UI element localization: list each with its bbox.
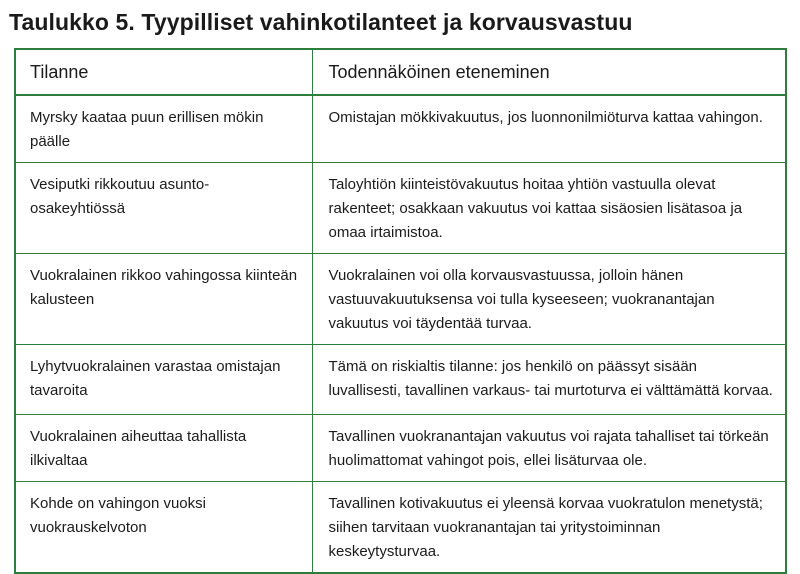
table-row: [15, 345, 786, 415]
table-header-row: [15, 49, 786, 95]
header-outcome: Todennäköinen eteneminen: [312, 49, 786, 95]
outcome-cell: Omistajan mökkivakuutus, jos luonnonilmiöturva kattaa vahingon.: [312, 95, 786, 163]
header-situation: Tilanne: [15, 49, 312, 95]
table-row: [15, 95, 786, 163]
situation-cell: Vesiputki rikkoutuu asunto-osakeyhtiössä: [15, 163, 312, 254]
outcome-cell: Tavallinen vuokranantajan vakuutus voi rajata tahalliset tai törkeän huolimattomat vahingot pois, ellei lisäturvaa ole.: [312, 415, 786, 482]
situation-cell: Vuokralainen aiheuttaa tahallista ilkivaltaa: [15, 415, 312, 482]
outcome-cell: Tämä on riskialtis tilanne: jos henkilö on päässyt sisään luvallisesti, tavallinen varkaus- tai murtoturva ei välttämättä korvaa.: [312, 345, 786, 415]
table-row: [15, 254, 786, 345]
table-title: Taulukko 5. Tyypilliset vahinkotilanteet ja korvausvastuu: [9, 9, 633, 35]
outcome-cell: Vuokralainen voi olla korvausvastuussa, jolloin hänen vastuuvakuutuksensa voi tulla kyseeseen; vuokranantajan vakuutus voi täydentää turvaa.: [312, 254, 786, 345]
situation-cell: Lyhytvuokralainen varastaa omistajan tavaroita: [15, 345, 312, 415]
table-row: [15, 415, 786, 482]
claims-table: [14, 48, 787, 574]
situation-cell: Vuokralainen rikkoo vahingossa kiinteän kalusteen: [15, 254, 312, 345]
outcome-cell: Tavallinen kotivakuutus ei yleensä korvaa vuokratulon menetystä; siihen tarvitaan vuokranantajan tai yritystoiminnan keskeytysturvaa.: [312, 482, 786, 574]
table-row: [15, 163, 786, 254]
outcome-cell: Taloyhtiön kiinteistövakuutus hoitaa yhtiön vastuulla olevat rakenteet; osakkaan vakuutus voi kattaa sisäosien lisätasoa ja omaa irtaimistoa.: [312, 163, 786, 254]
situation-cell: Kohde on vahingon vuoksi vuokrauskelvoton: [15, 482, 312, 574]
situation-cell: Myrsky kaataa puun erillisen mökin päälle: [15, 95, 312, 163]
table-row: [15, 482, 786, 574]
table-container: [14, 48, 785, 574]
